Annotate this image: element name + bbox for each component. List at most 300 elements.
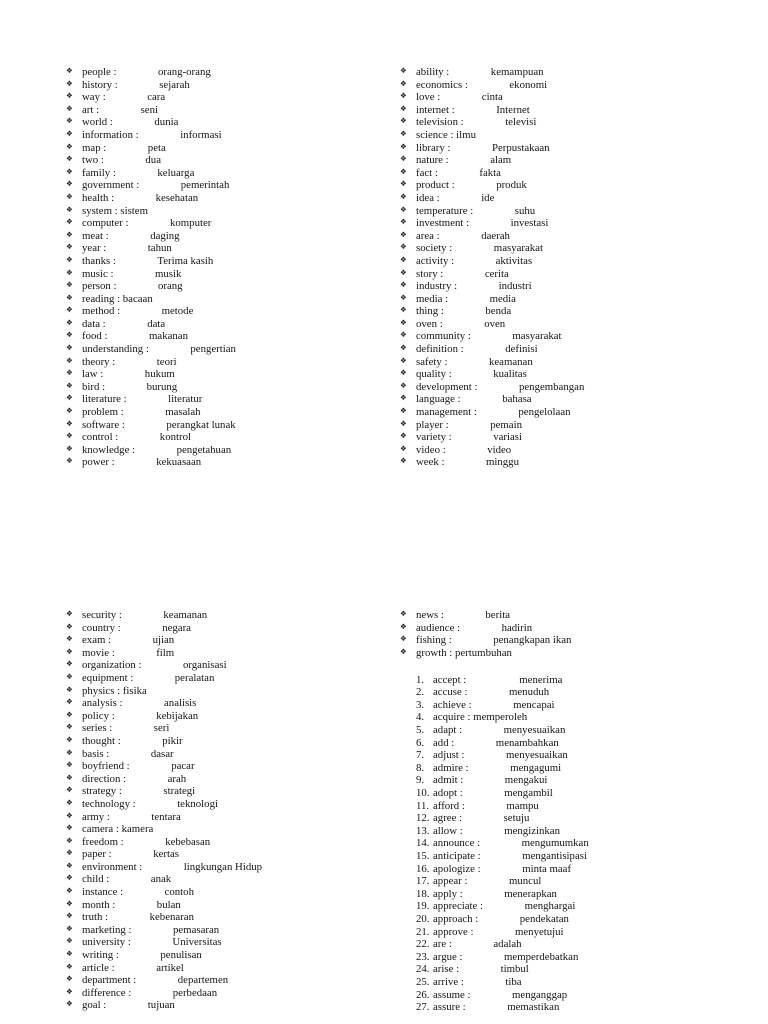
- indonesian-translation: minta maaf: [522, 862, 572, 875]
- diamond-bullet-icon: [66, 405, 73, 418]
- indonesian-translation: mengumumkan: [521, 837, 589, 850]
- indonesian-translation: bulan: [156, 898, 181, 911]
- item-number: 6.: [416, 736, 425, 749]
- diamond-bullet-icon: [66, 810, 73, 823]
- english-word: argue: [433, 950, 457, 963]
- indonesian-translation: kebebasan: [165, 835, 211, 848]
- english-word: environment: [82, 860, 137, 873]
- english-word: activity: [416, 254, 449, 267]
- english-word: analysis: [82, 697, 117, 710]
- indonesian-translation: seni: [140, 103, 158, 116]
- colon-separator: :: [448, 254, 455, 267]
- item-number: 25.: [416, 975, 430, 988]
- english-word: army: [82, 810, 105, 823]
- diamond-bullet-icon: [66, 872, 73, 885]
- colon-separator: :: [446, 242, 453, 255]
- numbered-vocab-item: [400, 837, 589, 850]
- english-word: week: [416, 456, 439, 469]
- diamond-bullet-icon: [66, 115, 73, 128]
- colon-separator: :: [100, 91, 106, 104]
- indonesian-translation: kekuasaan: [156, 456, 202, 469]
- diamond-bullet-icon: [66, 910, 73, 923]
- colon-separator: :: [116, 697, 123, 710]
- numbered-vocab-item: [400, 674, 589, 687]
- item-number: 14.: [416, 837, 430, 850]
- english-word: fishing: [416, 634, 446, 647]
- colon-separator: :: [451, 280, 458, 293]
- diamond-bullet-icon: [66, 696, 73, 709]
- vocab-item: [66, 205, 236, 218]
- vocab-item: [400, 456, 584, 469]
- item-number: 17.: [416, 875, 430, 888]
- diamond-bullet-icon: [66, 860, 73, 873]
- colon-separator: :: [122, 217, 129, 230]
- colon-separator: :: [465, 698, 472, 711]
- vocab-item: [66, 356, 236, 369]
- vocab-item: [66, 104, 236, 117]
- colon-separator: :: [132, 128, 139, 141]
- vocab-item: [66, 116, 236, 129]
- diamond-bullet-icon: [400, 621, 407, 634]
- colon-separator: :: [477, 900, 484, 913]
- colon-separator: :: [461, 686, 468, 699]
- indonesian-translation: produk: [496, 179, 527, 192]
- diamond-bullet-icon: [66, 734, 73, 747]
- indonesian-translation: kamera: [121, 823, 154, 836]
- colon-separator: :: [112, 431, 119, 444]
- colon-separator: :: [107, 267, 114, 280]
- vocab-list-bottom-left: [66, 609, 262, 1012]
- colon-separator: :: [117, 835, 124, 848]
- english-word: arrive: [433, 975, 459, 988]
- colon-separator: :: [454, 393, 461, 406]
- english-word: difference: [82, 986, 126, 999]
- english-word: series: [82, 722, 107, 735]
- vocab-item: [66, 974, 262, 987]
- vocab-list-top-right: [400, 66, 584, 469]
- colon-separator: :: [458, 749, 465, 762]
- vocab-item: [66, 873, 262, 886]
- indonesian-translation: pemain: [490, 418, 522, 431]
- indonesian-translation: fakta: [479, 166, 501, 179]
- colon-separator: :: [432, 166, 438, 179]
- vocab-item: [400, 343, 584, 356]
- diamond-bullet-icon: [66, 847, 73, 860]
- diamond-bullet-icon: [66, 633, 73, 646]
- diamond-bullet-icon: [66, 367, 73, 380]
- english-word: policy: [82, 709, 109, 722]
- indonesian-translation: lingkungan Hidup: [183, 860, 263, 873]
- colon-separator: :: [109, 709, 115, 722]
- indonesian-translation: sistem: [120, 204, 148, 217]
- colon-separator: :: [102, 229, 109, 242]
- diamond-bullet-icon: [400, 241, 407, 254]
- vocab-item: [66, 622, 262, 635]
- english-word: people: [82, 66, 111, 78]
- diamond-bullet-icon: [400, 141, 407, 154]
- item-number: 21.: [416, 925, 430, 938]
- diamond-bullet-icon: [66, 684, 73, 697]
- numbered-vocab-item: [400, 951, 589, 964]
- diamond-bullet-icon: [400, 355, 407, 368]
- vocab-item: [400, 356, 584, 369]
- vocab-item: [66, 91, 236, 104]
- numbered-vocab-item: [400, 749, 589, 762]
- colon-separator: :: [108, 456, 115, 469]
- vocab-item: [400, 91, 584, 104]
- colon-separator: :: [462, 761, 469, 774]
- vocab-item: [400, 622, 589, 635]
- indonesian-translation: kebenaran: [149, 911, 194, 924]
- english-word: approve: [433, 925, 468, 938]
- english-word: theory: [82, 355, 110, 368]
- numbered-vocab-item: [400, 699, 589, 712]
- vocab-item: [400, 179, 584, 192]
- diamond-bullet-icon: [66, 759, 73, 772]
- indonesian-translation: oven: [484, 317, 506, 330]
- diamond-bullet-icon: [400, 392, 407, 405]
- english-word: information: [82, 128, 133, 141]
- vocab-item: [66, 129, 236, 142]
- vocab-item: [400, 154, 584, 167]
- colon-separator: :: [463, 217, 470, 230]
- item-number: 13.: [416, 824, 430, 837]
- diamond-bullet-icon: [400, 267, 407, 280]
- english-word: data: [82, 317, 100, 330]
- english-word: world: [82, 116, 108, 129]
- colon-separator: :: [110, 254, 116, 267]
- english-word: year: [82, 242, 101, 255]
- indonesian-translation: arah: [167, 772, 187, 785]
- indonesian-translation: menyesuaikan: [506, 749, 568, 762]
- colon-separator: :: [114, 292, 121, 305]
- colon-separator: :: [109, 646, 115, 659]
- diamond-bullet-icon: [400, 455, 407, 468]
- vocab-item: [66, 192, 236, 205]
- english-word: allow: [433, 824, 457, 837]
- vocab-item: [66, 431, 236, 444]
- diamond-bullet-icon: [66, 342, 73, 355]
- diamond-bullet-icon: [66, 317, 73, 330]
- english-word: are: [433, 938, 447, 951]
- indonesian-translation: mengizinkan: [504, 824, 560, 837]
- diamond-bullet-icon: [66, 128, 73, 141]
- item-number: 3.: [416, 698, 425, 711]
- colon-separator: :: [471, 380, 478, 393]
- indonesian-translation: kualitas: [493, 368, 527, 381]
- vocab-item: [400, 116, 584, 129]
- indonesian-translation: kertas: [153, 848, 179, 861]
- vocab-item: [400, 419, 584, 432]
- indonesian-translation: organisasi: [182, 659, 227, 672]
- vocab-item: [66, 987, 262, 1000]
- indonesian-translation: keamanan: [163, 609, 208, 621]
- english-word: writing: [82, 949, 114, 962]
- vocab-item: [66, 949, 262, 962]
- english-word: definition: [416, 343, 458, 356]
- colon-separator: :: [123, 760, 130, 773]
- indonesian-translation: sejarah: [159, 78, 190, 91]
- vocab-item: [400, 167, 584, 180]
- english-word: method: [82, 305, 115, 318]
- indonesian-translation: menyetujui: [514, 925, 564, 938]
- english-word: admit: [433, 774, 458, 787]
- vocab-item: [66, 393, 236, 406]
- colon-separator: :: [108, 961, 115, 974]
- vocab-item: [400, 330, 584, 343]
- numbered-vocab-item: [400, 888, 589, 901]
- diamond-bullet-icon: [66, 90, 73, 103]
- diamond-bullet-icon: [66, 355, 73, 368]
- vocab-item: [66, 710, 262, 723]
- colon-separator: :: [105, 848, 112, 861]
- diamond-bullet-icon: [66, 65, 73, 78]
- indonesian-translation: keluarga: [157, 166, 195, 179]
- indonesian-translation: daerah: [481, 229, 510, 242]
- indonesian-translation: orang-orang: [157, 66, 211, 78]
- diamond-bullet-icon: [66, 153, 73, 166]
- diamond-bullet-icon: [66, 797, 73, 810]
- diamond-bullet-icon: [66, 267, 73, 280]
- vocab-item: [66, 785, 262, 798]
- colon-separator: :: [437, 317, 443, 330]
- diamond-bullet-icon: [66, 103, 73, 116]
- colon-separator: :: [129, 797, 136, 810]
- indonesian-translation: alam: [490, 154, 512, 167]
- english-word: instance: [82, 886, 118, 899]
- vocab-item: [66, 685, 262, 698]
- indonesian-translation: peralatan: [174, 671, 215, 684]
- diamond-bullet-icon: [66, 822, 73, 835]
- english-word: way: [82, 91, 100, 104]
- english-word: oven: [416, 317, 437, 330]
- indonesian-translation: mencapai: [513, 698, 555, 711]
- english-word: admire: [433, 761, 463, 774]
- english-word: map: [82, 141, 101, 154]
- colon-separator: :: [103, 747, 110, 760]
- diamond-bullet-icon: [66, 998, 73, 1011]
- colon-separator: :: [99, 380, 106, 393]
- indonesian-translation: memastikan: [507, 1001, 560, 1014]
- colon-separator: :: [117, 886, 124, 899]
- vocab-item: [400, 242, 584, 255]
- english-word: government: [82, 179, 134, 192]
- vocab-item: [66, 79, 236, 92]
- english-word: music: [82, 267, 108, 280]
- indonesian-translation: mengambil: [504, 787, 553, 800]
- english-word: temperature: [416, 204, 468, 217]
- numbered-vocab-item: [400, 989, 589, 1002]
- vocab-item: [66, 444, 236, 457]
- vocab-group-bottom-right: [400, 609, 589, 1014]
- english-word: system: [82, 204, 112, 217]
- colon-separator: :: [474, 849, 481, 862]
- colon-separator: :: [467, 204, 474, 217]
- diamond-bullet-icon: [400, 279, 407, 292]
- item-number: 24.: [416, 963, 430, 976]
- english-word: art: [82, 103, 94, 116]
- indonesian-translation: film: [156, 646, 175, 659]
- vocab-list-bottom-right: [400, 609, 589, 659]
- english-word: apologize: [433, 862, 475, 875]
- colon-separator: :: [110, 66, 117, 78]
- diamond-bullet-icon: [66, 935, 73, 948]
- english-word: love: [416, 91, 435, 104]
- diamond-bullet-icon: [400, 65, 407, 78]
- diamond-bullet-icon: [400, 380, 407, 393]
- indonesian-translation: memperoleh: [473, 711, 528, 724]
- colon-separator: :: [446, 368, 452, 381]
- colon-separator: :: [474, 837, 481, 850]
- english-word: add: [433, 736, 449, 749]
- vocab-item: [66, 293, 236, 306]
- indonesian-translation: masyarakat: [512, 330, 562, 343]
- colon-separator: :: [99, 317, 106, 330]
- english-word: safety: [416, 355, 442, 368]
- colon-separator: :: [130, 974, 137, 987]
- indonesian-translation: peta: [147, 141, 166, 154]
- english-word: computer: [82, 217, 123, 230]
- colon-separator: :: [457, 787, 463, 800]
- diamond-bullet-icon: [400, 178, 407, 191]
- english-word: story: [416, 267, 438, 280]
- english-word: investment: [416, 217, 464, 230]
- vocab-item: [400, 318, 584, 331]
- colon-separator: :: [100, 999, 107, 1012]
- english-word: variety: [416, 431, 446, 444]
- english-word: physics: [82, 684, 115, 697]
- diamond-bullet-icon: [400, 191, 407, 204]
- diamond-bullet-icon: [66, 973, 73, 986]
- diamond-bullet-icon: [400, 254, 407, 267]
- indonesian-translation: pemerintah: [180, 179, 230, 192]
- vocab-item: [66, 305, 236, 318]
- indonesian-translation: seri: [153, 722, 170, 735]
- vocab-item: [66, 735, 262, 748]
- indonesian-translation: teori: [156, 355, 177, 368]
- indonesian-translation: perbedaan: [172, 986, 218, 999]
- english-word: strategy: [82, 785, 117, 798]
- indonesian-translation: dunia: [154, 116, 179, 129]
- vocab-item: [400, 305, 584, 318]
- numbered-vocab-item: [400, 686, 589, 699]
- vocab-item: [66, 823, 262, 836]
- colon-separator: :: [104, 810, 110, 823]
- numbered-vocab-item: [400, 926, 589, 939]
- vocab-item: [400, 393, 584, 406]
- vocab-item: [66, 659, 262, 672]
- english-word: article: [82, 961, 109, 974]
- indonesian-translation: strategi: [163, 785, 196, 798]
- indonesian-translation: daging: [150, 229, 180, 242]
- colon-separator: :: [464, 988, 471, 1001]
- diamond-bullet-icon: [66, 772, 73, 785]
- colon-separator: :: [459, 799, 465, 812]
- colon-separator: :: [457, 343, 464, 356]
- english-word: announce: [433, 837, 475, 850]
- english-word: assume: [433, 988, 465, 1001]
- numbered-vocab-item: [400, 938, 589, 951]
- english-word: two: [82, 154, 99, 167]
- colon-separator: :: [102, 911, 109, 924]
- vocab-item: [66, 773, 262, 786]
- colon-separator: :: [441, 355, 448, 368]
- indonesian-translation: cara: [147, 91, 166, 104]
- colon-separator: :: [457, 774, 464, 787]
- english-word: development: [416, 380, 472, 393]
- vocab-item: [66, 899, 262, 912]
- diamond-bullet-icon: [66, 241, 73, 254]
- colon-separator: :: [442, 154, 449, 167]
- indonesian-translation: definisi: [505, 343, 538, 356]
- vocab-item: [66, 647, 262, 660]
- colon-separator: :: [127, 671, 134, 684]
- indonesian-translation: adalah: [493, 938, 522, 951]
- indonesian-translation: Terima kasih: [157, 254, 214, 267]
- diamond-bullet-icon: [66, 948, 73, 961]
- vocab-item: [400, 230, 584, 243]
- vocab-item: [66, 911, 262, 924]
- colon-separator: :: [446, 646, 453, 659]
- colon-separator: :: [471, 406, 477, 419]
- english-word: boyfriend: [82, 760, 124, 773]
- diamond-bullet-icon: [400, 646, 407, 659]
- indonesian-translation: pengelolaan: [518, 406, 571, 419]
- item-number: 11.: [416, 799, 430, 812]
- english-word: department: [82, 974, 131, 987]
- diamond-bullet-icon: [400, 128, 407, 141]
- diamond-bullet-icon: [400, 633, 407, 646]
- english-word: thought: [82, 734, 115, 747]
- vocab-item: [66, 924, 262, 937]
- indonesian-translation: cinta: [481, 91, 503, 104]
- diamond-bullet-icon: [66, 621, 73, 634]
- indonesian-translation: pengembangan: [518, 380, 585, 393]
- vocab-item: [66, 66, 236, 79]
- colon-separator: :: [446, 634, 452, 647]
- item-number: 9.: [416, 774, 425, 787]
- english-word: adopt: [433, 787, 457, 800]
- vocab-item: [66, 217, 236, 230]
- indonesian-translation: aktivitas: [495, 254, 533, 267]
- indonesian-translation: hukum: [144, 368, 175, 381]
- colon-separator: :: [106, 722, 113, 735]
- diamond-bullet-icon: [400, 103, 407, 116]
- vocab-item: [66, 936, 262, 949]
- item-number: 27.: [416, 1001, 430, 1014]
- vocab-item: [400, 142, 584, 155]
- diamond-bullet-icon: [400, 78, 407, 91]
- colon-separator: :: [461, 875, 468, 888]
- indonesian-translation: negara: [162, 621, 191, 634]
- vocab-item: [400, 255, 584, 268]
- colon-separator: :: [453, 963, 460, 976]
- indonesian-translation: memperdebatkan: [504, 950, 579, 963]
- colon-separator: :: [119, 418, 125, 431]
- colon-separator: :: [462, 78, 468, 91]
- colon-separator: :: [442, 418, 449, 431]
- colon-separator: :: [114, 305, 121, 318]
- colon-separator: :: [113, 949, 119, 962]
- english-word: quality: [416, 368, 446, 381]
- diamond-bullet-icon: [66, 178, 73, 191]
- diamond-bullet-icon: [66, 608, 73, 621]
- diamond-bullet-icon: [400, 317, 407, 330]
- english-word: meat: [82, 229, 103, 242]
- colon-separator: :: [109, 898, 116, 911]
- english-word: reading: [82, 292, 115, 305]
- indonesian-translation: musik: [155, 267, 182, 280]
